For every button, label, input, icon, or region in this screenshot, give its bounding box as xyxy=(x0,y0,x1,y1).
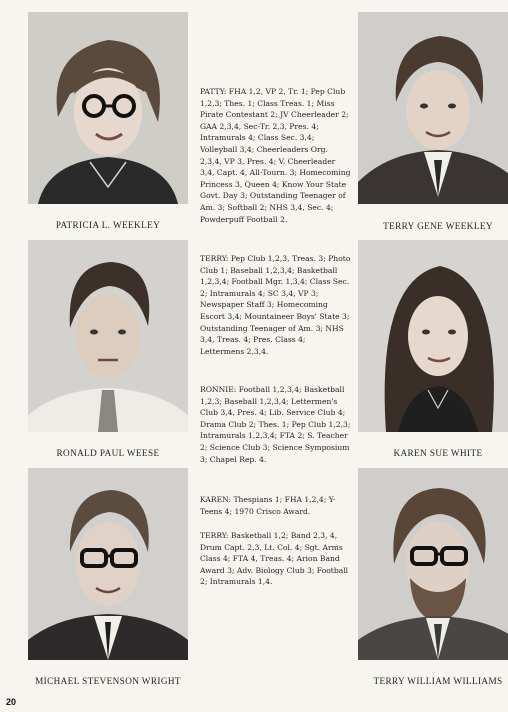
student-photo-michael xyxy=(28,468,188,660)
portrait-boy-glasses-beard-image xyxy=(358,468,508,660)
portrait-boy-shirt-tie-image xyxy=(28,240,188,432)
student-name: KAREN SUE WHITE xyxy=(393,448,483,458)
student-photo-karen xyxy=(358,240,508,432)
student-name: RONALD PAUL WEESE xyxy=(56,448,160,458)
bio-patty: PATTY: FHA 1,2, VP 2, Tr. 1; Pep Club 1,2,3; Thes. 1; Class Treas. 1; Miss Pirate Contestant 2; JV Cheerleader 2; GAA 2,3,4, Sec-Tr. 2,3, Pres. 4; Intramurals 4; Class Sec. 3,4; Volleyball 3,4; Cheerleaders Org. 2,3,4, VP 3, Pres. 4; V. Cheerleader 3,4, Capt. 4, All-Tourn. 3; Homecoming Princess 3, Queen 4; Know Your State Govt. Day 3; Outstanding Teenager of Am. 3; Softball 2; NHS 3,4, Sec. 4; Powderpuff Football 2. xyxy=(200,87,351,224)
student-name: TERRY GENE WEEKLEY xyxy=(383,221,493,231)
portrait-boy-glasses-image xyxy=(28,468,188,660)
page-number: 20 xyxy=(6,697,17,707)
bio-ronnie: RONNIE: Football 1,2,3,4; Basketball 1,2,3; Baseball 1,2,3,4; Lettermen's Club 3,4, Pres. 4; Lib. Service Club 4; Drama Club 2; Thes. 1; Pep Club 1,2,3; Intramurals 1,2,3,4; FTA 2; S. Teacher 2; Science Club 3; Science Symposium 3; Chapel Rep. 4. xyxy=(200,385,351,464)
bio-karen: KAREN: Thespians 1; FHA 1,2,4; Y-Teens 4; 1970 Crisco Award. xyxy=(200,495,336,516)
bio-terry-williams: TERRY: Basketball 1,2; Band 2,3, 4, Drum Capt. 2,3, Lt. Col. 4; Sgt. Arms Class 4; FTA 4, Treas. 4; Arion Band Award 3; Adv. Biology Club 3; Football 2; Intramurals 1,4. xyxy=(200,531,349,587)
portrait-girl-glasses-image xyxy=(28,12,188,204)
student-name: MICHAEL STEVENSON WRIGHT xyxy=(35,676,181,686)
bio-terry-weekley: TERRY: Pep Club 1,2,3, Treas. 3; Photo Club 1; Baseball 1,2,3,4; Basketball 1,2,3,4; Football Mgr. 1,3,4; Class Sec. 2; Intramurals 4; SC 3,4, VP 3; Newspaper Staff 3; Homecoming Escort 3,4; Mountaineer Boys' State 3; Outstanding Teenager of Am. 3; NHS 3,4, Treas. 4; Pres. Class 4; Lettermens 2,3,4. xyxy=(200,254,351,356)
student-name: TERRY WILLIAM WILLIAMS xyxy=(373,676,503,686)
student-photo-patricia xyxy=(28,12,188,204)
student-photo-terry-weekley xyxy=(358,12,508,204)
portrait-boy-suit-image xyxy=(358,12,508,204)
student-photo-ronald xyxy=(28,240,188,432)
student-photo-terry-williams xyxy=(358,468,508,660)
portrait-girl-long-hair-image xyxy=(358,240,508,432)
student-name: PATRICIA L. WEEKLEY xyxy=(55,220,161,230)
